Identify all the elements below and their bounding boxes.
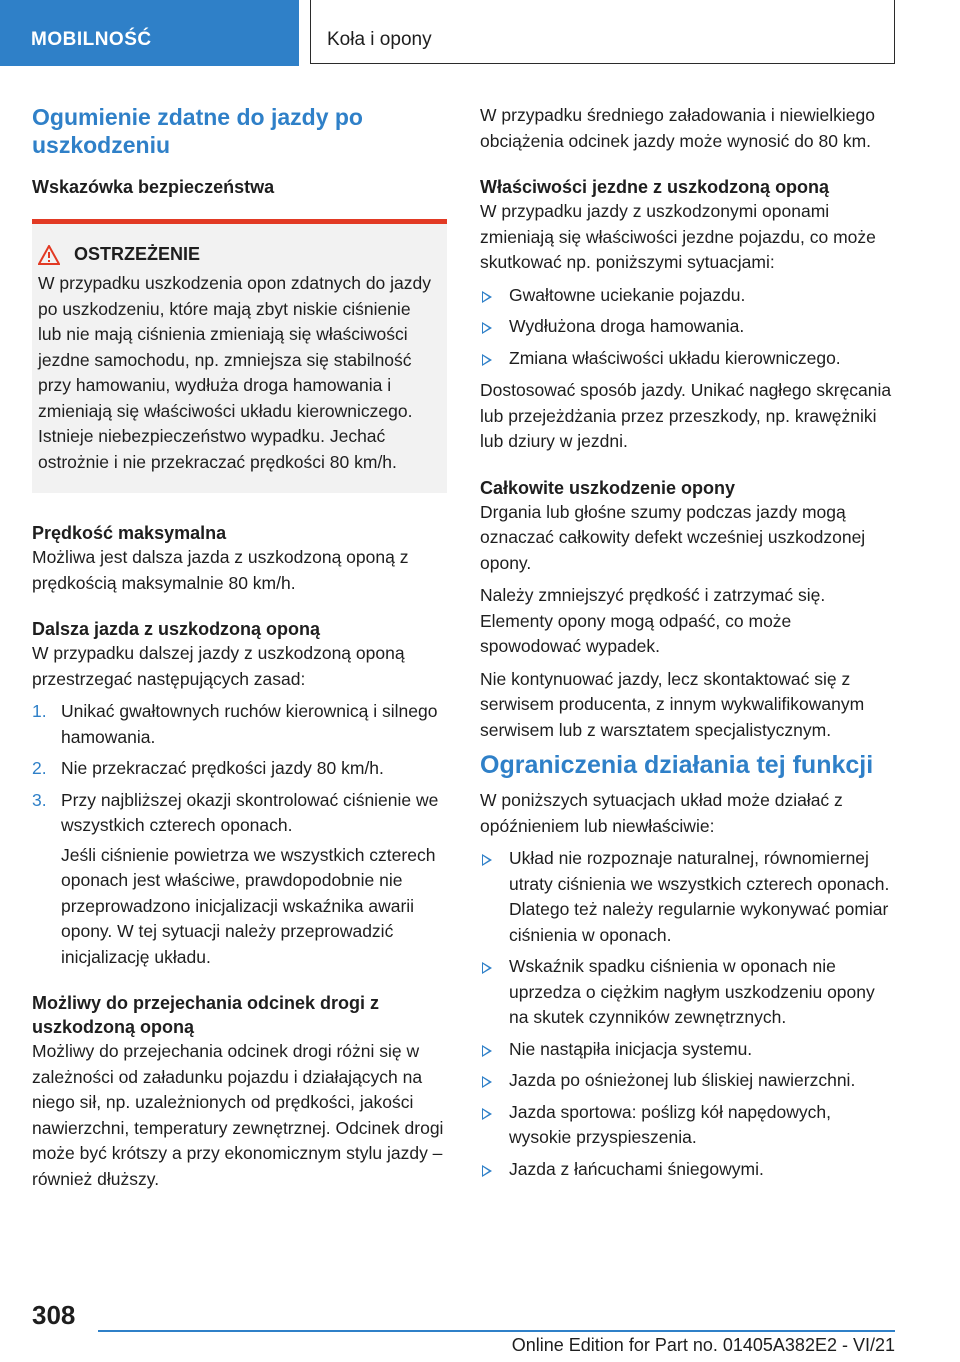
driving-properties-list	[480, 283, 895, 372]
step-number: 2.	[32, 758, 47, 778]
tire-failure-text-1: Drgania lub głośne szumy podczas jazdy mogą oznaczać całkowity defekt wcześniej uszkodzonej opony.	[480, 501, 866, 573]
list-item: Wskaźnik spadku ciśnienia w oponach nie uprzedza o ciężkim nagłym uszkodzeniu opony na skutek czynników zewnętrznych.	[480, 954, 895, 1031]
tire-failure-text-2: Należy zmniejszyć prędkość i zatrzymać się. Elementy opony mogą odpaść, co może spowodować wypadek.	[480, 585, 826, 656]
warning-title	[38, 244, 437, 265]
bullet-triangle-icon	[482, 291, 492, 303]
step-text: Przy najbliższej okazji skontrolować ciśnienie we wszystkich czterech oponach.	[61, 789, 439, 835]
step-text: Unikać gwałtownych ruchów kierownicą i silnego hamowania.	[61, 701, 438, 747]
section-title: Ogumienie zdatne do jazdy po uszkodzeniu	[32, 104, 363, 158]
distance-heading: Możliwy do przejechania odcinek drogi z uszkodzoną oponą	[32, 993, 380, 1037]
bullet-triangle-icon	[482, 1108, 492, 1120]
driving-properties-intro: W przypadku jazdy z uszkodzonymi oponami zmieniają się właściwości jezdne pojazdu, co może skutkować np. poniższymi sytuacjami:	[480, 201, 876, 272]
list-item	[32, 756, 447, 782]
list-item	[32, 699, 447, 750]
bullet-triangle-icon	[482, 1076, 492, 1088]
warning-box	[32, 219, 447, 493]
page-number: 308	[32, 1300, 76, 1330]
list-item: Wydłużona droga hamowania.	[480, 314, 895, 340]
warning-label: OSTRZEŻENIE	[74, 244, 201, 264]
bullet-triangle-icon	[482, 322, 492, 334]
step-number: 3.	[32, 789, 47, 810]
speed-heading: Prędkość maksymalna	[32, 523, 227, 543]
list-item: Gwałtowne uciekanie pojazdu.	[480, 283, 895, 309]
footer-edition: Online Edition for Part no. 01405A382E2 - VI/21	[511, 1335, 895, 1355]
list-item: Jazda z łańcuchami śniegowymi.	[480, 1157, 895, 1183]
tire-failure-text-3: Nie kontynuować jazdy, lecz skontaktować się z serwisem producenta, z innym wykwalifikowanym serwisem lub z warsztatem specjalistycznym.	[480, 668, 865, 740]
further-driving-heading: Dalsza jazda z uszkodzoną oponą	[32, 619, 321, 639]
driving-advice: Dostosować sposób jazdy. Unikać nagłego skręcania lub przejeżdżania przez przeszkody, np. krawężniki lub dziury w jezdni.	[480, 380, 892, 451]
step-text: Nie przekraczać prędkości jazdy 80 km/h.	[61, 758, 384, 778]
distance-text: Możliwy do przejechania odcinek drogi różni się w zależności od załadunku pojazdu i działających na niego sił, np. uzależnionych od prędkości, jakości nawierzchni, temperatury zewnętrznej. Odcinek drogi może być krótszy a przy ekonomicznym stylu jazdy – również dłuższy.	[32, 1041, 444, 1189]
safety-heading: Wskazówka bezpieczeństwa	[32, 177, 275, 197]
warning-triangle-icon	[38, 245, 60, 265]
list-item: Nie nastąpiła inicjacja systemu.	[480, 1037, 895, 1063]
steps-list	[32, 699, 447, 970]
list-item: Jazda sportowa: poślizg kół napędowych, wysokie przyspieszenia.	[480, 1100, 895, 1151]
driving-properties-heading: Właściwości jezdne z uszkodzoną oponą	[480, 177, 830, 197]
list-item	[32, 788, 447, 971]
list-item: Jazda po ośnieżonej lub śliskiej nawierzchni.	[480, 1068, 895, 1094]
step-number: 1.	[32, 701, 47, 721]
footer-divider	[98, 1330, 895, 1332]
section-tab: MOBILNOŚĆ	[0, 0, 299, 66]
limits-intro: W poniższych sytuacjach układ może działać z opóźnieniem lub niewłaściwie:	[480, 790, 843, 836]
bullet-triangle-icon	[482, 854, 492, 866]
warning-text: W przypadku uszkodzenia opon zdatnych do jazdy po uszkodzeniu, które mają zbyt niskie ciśnienie lub nie mają ciśnienia zmieniają się właściwości jezdne samochodu, np. zmniejsza się stabilność przy hamowaniu, wydłuża droga hamowania i zmieniają się właściwości układu kierowniczego. Istnieje niebezpieczeństwo wypadku. Jechać ostrożnie i nie przekraczać prędkości 80 km/h.	[38, 273, 432, 472]
speed-text: Możliwa jest dalsza jazda z uszkodzoną oponą z prędkością maksymalnie 80 km/h.	[32, 547, 409, 593]
further-driving-intro: W przypadku dalszej jazdy z uszkodzoną oponą przestrzegać następujących zasad:	[32, 643, 405, 689]
chapter-title: Koła i opony	[310, 0, 895, 64]
tire-failure-heading: Całkowite uszkodzenie opony	[480, 477, 736, 498]
step-note: Jeśli ciśnienie powietrza we wszystkich czterech oponach jest właściwe, prawdopodobnie nie przeprowadzono inicjalizacji wskaźnika awarii opony. W tej sytuacji należy przeprowadzić inicjalizację układu.	[61, 844, 436, 967]
load-text: W przypadku średniego załadowania i niewielkiego obciążenia odcinek jazdy może wynosić do 80 km.	[480, 105, 875, 151]
limits-list	[480, 846, 895, 1182]
right-column	[480, 103, 895, 1189]
left-column	[32, 103, 447, 1199]
bullet-triangle-icon	[482, 1165, 492, 1177]
bullet-triangle-icon	[482, 354, 492, 366]
limits-title: Ograniczenia działania tej funkcji	[480, 751, 874, 779]
list-item: Zmiana właściwości układu kierowniczego.	[480, 346, 895, 372]
list-item: Układ nie rozpoznaje naturalnej, równomiernej utraty ciśnienia we wszystkich czterech oponach. Dlatego też należy regularnie wykonywać pomiar ciśnienia w oponach.	[480, 846, 895, 948]
bullet-triangle-icon	[482, 1045, 492, 1057]
bullet-triangle-icon	[482, 962, 492, 974]
